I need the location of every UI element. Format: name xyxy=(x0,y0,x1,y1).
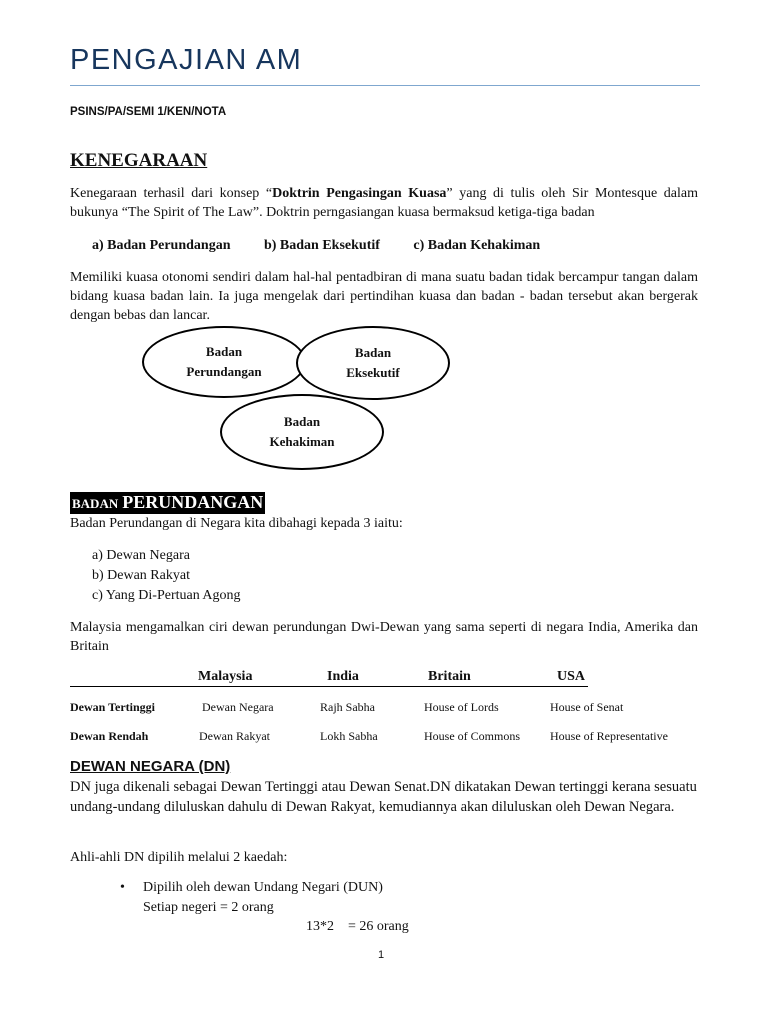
table-cell: House of Senat xyxy=(550,700,624,714)
perundangan-para: Malaysia mengamalkan ciri dewan perundungan Dwi-Dewan yang sama seperti di negara India, Amerika dan Britain xyxy=(70,620,698,654)
dewan-negara-sub: Setiap negeri = 2 orang xyxy=(143,900,274,915)
bullet-icon: • xyxy=(120,880,125,895)
list-item: c) Yang Di-Pertuan Agong xyxy=(92,588,241,603)
table-header-usa: USA xyxy=(557,669,586,684)
kenegaraan-para2: Memiliki kuasa otonomi sendiri dalam hal-hal pentadbiran di mana suatu badan tidak bercampur tangan dalam bidang kuasa badan lain. Ia juga mengelak dari pertindihan kuasa dan badan - badan tersebut akan bergerak dengan bebas dan lancar. xyxy=(70,270,698,323)
badan-item-perundangan: a) Badan Perundangan xyxy=(92,238,231,253)
table-row-label: Dewan Rendah xyxy=(70,729,149,743)
table-header-rule xyxy=(70,686,588,687)
ellipse-eksekutif xyxy=(296,326,450,400)
kenegaraan-intro xyxy=(70,184,698,222)
ellipse-kehakiman-line2: Kehakiman xyxy=(269,434,335,449)
ellipse-eksekutif-line2: Eksekutif xyxy=(346,365,400,380)
perundangan-heading xyxy=(70,492,265,514)
ellipse-perundangan xyxy=(142,326,306,398)
list-item: b) Dewan Rakyat xyxy=(92,568,190,583)
dewan-negara-heading: DEWAN NEGARA (DN) xyxy=(70,758,231,775)
kenegaraan-heading: KENEGARAAN xyxy=(70,150,208,171)
intro-pre: Kenegaraan terhasil dari konsep “ xyxy=(70,186,273,201)
ellipse-kehakiman-line1: Badan xyxy=(283,414,321,429)
dewan-negara-para: DN juga dikenali sebagai Dewan Tertinggi atau Dewan Senat.DN dikatakan Dewan tertinggi kerana sesuatu undang-undang diluluskan dahulu di Dewan Rakyat, kemudiannya akan diluluskan oleh Dewan Negara. xyxy=(70,779,697,815)
perundangan-list xyxy=(92,546,241,606)
page-number: 1 xyxy=(378,949,385,961)
table-cell: Lokh Sabha xyxy=(320,729,378,743)
list-item: a) Dewan Negara xyxy=(92,548,190,563)
ellipse-perundangan-line2: Perundangan xyxy=(186,364,262,379)
title-rule xyxy=(70,85,700,86)
badan-item-eksekutif: b) Badan Eksekutif xyxy=(263,238,380,253)
dewan-negara-bullet: Dipilih oleh dewan Undang Negari (DUN) xyxy=(143,880,383,895)
badan-item-kehakiman: c) Badan Kehakiman xyxy=(413,238,541,253)
table-cell: Rajh Sabha xyxy=(320,700,375,714)
intro-bold: Doktrin Pengasingan Kuasa xyxy=(272,186,447,201)
table-cell: Dewan Rakyat xyxy=(199,729,270,743)
table-header-india: India xyxy=(327,669,359,684)
badan-list xyxy=(92,238,570,254)
perundangan-heading-small: BADAN xyxy=(72,496,119,511)
table-row-label: Dewan Tertinggi xyxy=(70,700,156,714)
dewan-negara-calc: 13*2 = 26 orang xyxy=(306,919,409,934)
intro-post: ” yang di tulis oleh Sir Montesque dalam bukunya “The Spirit of The Law”. Doktrin perngasiangan kuasa bermaksud ketiga-tiga badan xyxy=(70,186,698,220)
perundangan-heading-big: PERUNDANGAN xyxy=(122,492,264,512)
ellipse-kehakiman xyxy=(220,394,384,470)
table-cell: Dewan Negara xyxy=(202,700,274,714)
table-header-britain: Britain xyxy=(428,669,471,684)
table-cell: House of Commons xyxy=(424,729,520,743)
ahli-dn-text: Ahli-ahli DN dipilih melalui 2 kaedah: xyxy=(70,850,288,865)
table-cell: House of Lords xyxy=(424,700,499,714)
ellipse-perundangan-line1: Badan xyxy=(205,344,243,359)
document-code: PSINS/PA/SEMI 1/KEN/NOTA xyxy=(70,106,227,118)
perundangan-intro: Badan Perundangan di Negara kita dibahagi kepada 3 iaitu: xyxy=(70,516,403,531)
table-header-malaysia: Malaysia xyxy=(198,669,253,684)
page-title: PENGAJIAN AM xyxy=(70,44,303,76)
table-cell: House of Representative xyxy=(550,729,668,743)
ellipse-eksekutif-line1: Badan xyxy=(354,345,392,360)
